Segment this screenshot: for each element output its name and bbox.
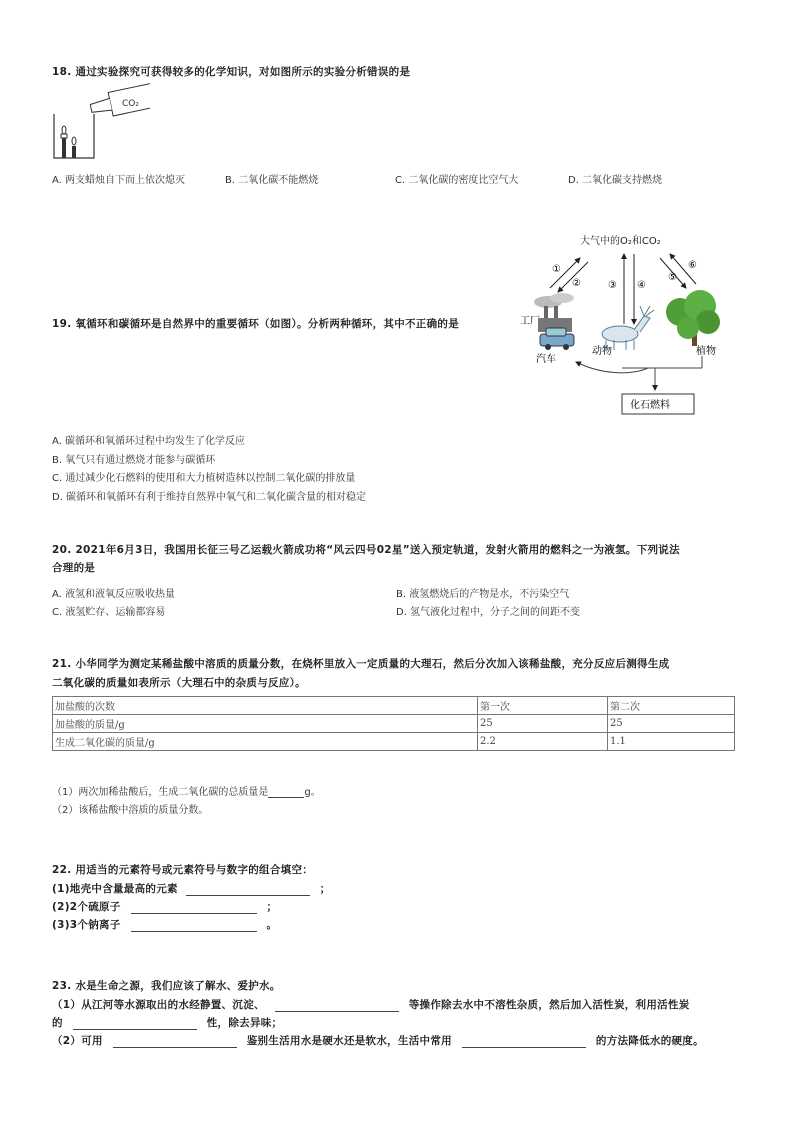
q22-item-2 [52, 899, 277, 914]
q22-item-2-label: (2)2个硫原子 [52, 901, 121, 913]
q20-stem-line2: 合理的是 [52, 562, 96, 574]
q23-line1 [52, 997, 690, 1012]
table-cell: 第一次 [478, 697, 608, 715]
factory-icon [534, 293, 574, 332]
q23-line2-text-b: 性，除去异味； [206, 1017, 283, 1029]
co2-pouring-figure [50, 80, 150, 162]
q23-stem: 23. 水是生命之源，我们应该了解水、爱护水。 [52, 980, 281, 992]
q23-blank-1[interactable] [275, 1011, 399, 1012]
q21-sub1 [52, 783, 321, 798]
table-cell: 25 [608, 715, 735, 733]
q18-stem: 18. 通过实验探究可获得较多的化学知识，对如图所示的实验分析错误的是 [52, 66, 411, 78]
q23-blank-2[interactable] [73, 1029, 197, 1030]
q21-sub1-unit: g。 [304, 787, 321, 798]
q22-blank-3[interactable] [131, 931, 257, 932]
co2-label: CO₂ [122, 99, 139, 109]
co2-data-table [52, 696, 735, 751]
q18-option-d[interactable]: D. 二氧化碳支持燃烧 [568, 175, 663, 186]
table-cell: 第二次 [608, 697, 735, 715]
q23-line1-text-b: 等操作除去水中不溶性杂质，然后加入活性炭，利用活性炭 [408, 999, 690, 1011]
q19-stem: 19. 氧循环和碳循环是自然界中的重要循环（如图）。分析两种循环，其中不正确的是 [52, 318, 460, 330]
animal-label: 动物 [592, 346, 612, 357]
q21-sub2: （2）该稀盐酸中溶质的质量分数。 [52, 805, 209, 816]
arrow-label-1: ① [552, 264, 561, 275]
arrow-label-4: ④ [637, 280, 646, 291]
q19-option-a[interactable]: A. 碳循环和氧循环过程中均发生了化学反应 [52, 436, 246, 447]
deer-icon [602, 306, 654, 350]
q22-item-1-end: ； [319, 883, 331, 895]
atmosphere-label: 大气中的O₂和CO₂ [580, 236, 661, 247]
arrow-label-5: ⑤ [668, 272, 677, 283]
plant-label: 植物 [696, 346, 716, 357]
q22-blank-2[interactable] [131, 913, 257, 914]
q22-item-1-label: (1)地壳中含量最高的元素 [52, 883, 178, 895]
tree-icon [666, 290, 720, 346]
q23-blank-3[interactable] [113, 1047, 237, 1048]
q19-option-b[interactable]: B. 氧气只有通过燃烧才能参与碳循环 [52, 455, 216, 466]
table-row [53, 733, 735, 751]
q21-stem-line1: 21. 小华同学为测定某稀盐酸中溶质的质量分数，在烧杯里放入一定质量的大理石，然后分次加入该稀盐酸，充分反应后测得生成 [52, 658, 670, 670]
table-row [53, 715, 735, 733]
q19-option-c[interactable]: C. 通过减少化石燃料的使用和大力植树造林以控制二氧化碳的排放量 [52, 473, 356, 484]
q20-stem-line1: 20. 2021年6月3日，我国用长征三号乙运载火箭成功将“风云四号02星”送入预定轨道，发射火箭用的燃料之一为液氢。下列说法 [52, 544, 680, 556]
carbon-oxygen-cycle-diagram [510, 226, 730, 418]
q23-line2 [52, 1015, 282, 1030]
q22-item-3 [52, 917, 277, 932]
q23-line3 [52, 1033, 704, 1048]
q21-stem-line2: 二氧化碳的质量如表所示（大理石中的杂质与反应）。 [52, 677, 306, 689]
table-cell: 生成二氧化碳的质量/g [53, 733, 478, 751]
q23-blank-4[interactable] [462, 1047, 586, 1048]
arrow-label-6: ⑥ [688, 260, 697, 271]
q22-item-3-end: 。 [266, 919, 278, 931]
q22-stem: 22. 用适当的元素符号或元素符号与数字的组合填空： [52, 864, 314, 876]
q22-blank-1[interactable] [186, 895, 310, 896]
arrow-label-2: ② [572, 278, 581, 289]
factory-label: 工厂 [520, 316, 540, 327]
car-label: 汽车 [536, 354, 556, 365]
table-cell: 25 [478, 715, 608, 733]
table-row [53, 697, 735, 715]
q20-option-d[interactable]: D. 氢气液化过程中，分子之间的间距不变 [396, 607, 581, 618]
q18-option-a[interactable]: A. 两支蜡烛自下而上依次熄灭 [52, 175, 186, 186]
q22-item-3-label: (3)3个钠离子 [52, 919, 121, 931]
q23-line3-text-b: 鉴别生活用水是硬水还是软水，生活中常用 [246, 1035, 452, 1047]
q21-answer-blank[interactable] [268, 797, 304, 798]
arrow-label-3: ③ [608, 280, 617, 291]
table-cell: 加盐酸的次数 [53, 697, 478, 715]
q18-option-b[interactable]: B. 二氧化碳不能燃烧 [225, 175, 319, 186]
table-cell: 2.2 [478, 733, 608, 751]
q21-sub1-text: （1）两次加稀盐酸后，生成二氧化碳的总质量是 [52, 787, 269, 798]
q18-option-c[interactable]: C. 二氧化碳的密度比空气大 [395, 175, 519, 186]
q19-option-d[interactable]: D. 碳循环和氧循环有利于维持自然界中氧气和二氧化碳含量的相对稳定 [52, 492, 367, 503]
q23-line3-text-a: （2）可用 [52, 1035, 103, 1047]
q23-line3-text-c: 的方法降低水的硬度。 [595, 1035, 704, 1047]
fossil-fuel-label: 化石燃料 [630, 400, 670, 411]
q23-line1-text-a: （1）从江河等水源取出的水经静置、沉淀、 [52, 999, 265, 1011]
q23-line2-text-a: 的 [52, 1017, 63, 1029]
table-cell: 加盐酸的质量/g [53, 715, 478, 733]
q20-option-c[interactable]: C. 液氢贮存、运输都容易 [52, 607, 166, 618]
q20-option-a[interactable]: A. 液氢和液氧反应吸收热量 [52, 589, 176, 600]
q22-item-1 [52, 881, 331, 896]
table-cell: 1.1 [608, 733, 735, 751]
q20-option-b[interactable]: B. 液氢燃烧后的产物是水，不污染空气 [396, 589, 570, 600]
q22-item-2-end: ； [266, 901, 278, 913]
